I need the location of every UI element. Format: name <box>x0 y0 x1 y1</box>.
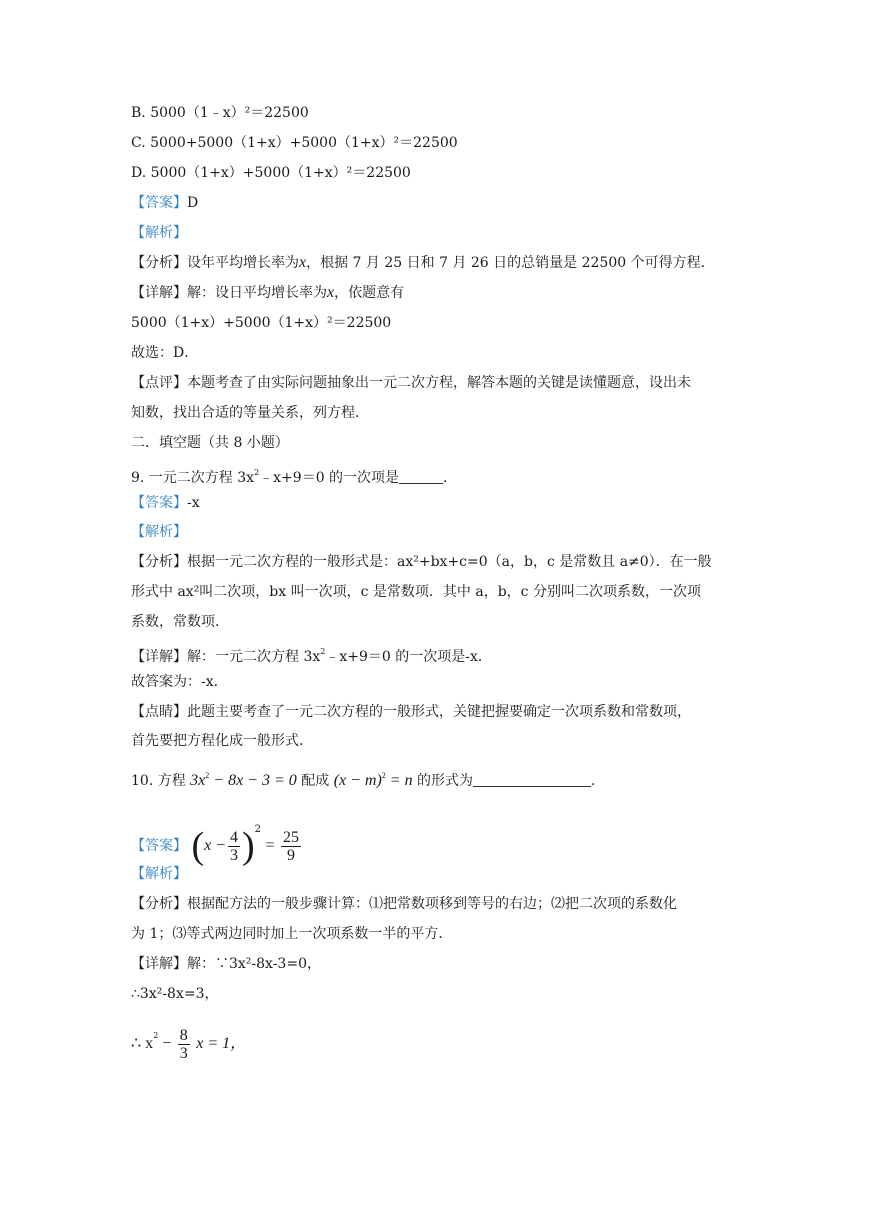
right-paren: ) <box>242 825 255 867</box>
q10-question <box>131 766 605 791</box>
q9-dianjing-cont: 首先要把方程化成一般形式． <box>131 733 313 749</box>
superscript: 2 <box>153 1031 159 1040</box>
fenxi-tag: 【分析】 <box>131 554 187 570</box>
step-text: x = 1， <box>196 1035 247 1052</box>
q8-answer <box>131 193 198 213</box>
left-paren: ( <box>191 825 205 867</box>
answer-value: D <box>187 195 199 211</box>
q10-jiexi <box>131 864 187 884</box>
q8-fenxi <box>131 253 715 273</box>
option-b: B. 5000（1﹣x）²＝22500 <box>131 105 309 121</box>
answer-value: -x <box>187 495 200 511</box>
fenxi-text: 根据配方法的一般步骤计算：⑴把常数项移到等号的右边；⑵把二次项的系数化 <box>187 896 677 912</box>
q10-step2: ∴3x²-8x=3， <box>131 986 219 1002</box>
question-text: 配成 <box>301 773 330 789</box>
dianjing-text: 此题主要考查了一元二次方程的一般形式，关键把握要确定一次项系数和常数项， <box>187 704 691 720</box>
fenxi-tag: 【分析】 <box>131 896 187 912</box>
option-d: D. 5000（1+x）+5000（1+x）²＝22500 <box>131 165 411 181</box>
variable-x: x <box>327 284 335 301</box>
q8-equation: 5000（1+x）+5000（1+x）²＝22500 <box>131 315 392 331</box>
q10-fenxi <box>131 894 677 914</box>
fraction-eight-thirds: $\frac{8}{3}$ <box>179 1026 188 1062</box>
q8-xiangjie <box>131 283 404 303</box>
section-title: 二．填空题（共 8 小题） <box>131 435 289 451</box>
fenxi-tag: 【分析】 <box>131 255 187 271</box>
variable-x: x <box>299 254 307 271</box>
q8-jiexi <box>131 223 187 243</box>
fraction-25-9: $\frac{25}{9}$ <box>282 828 299 864</box>
superscript: 2 <box>254 824 262 835</box>
question-number: 10. 方程 <box>131 773 186 789</box>
q9-jiexi <box>131 522 187 542</box>
fenxi-text: ，根据 7 月 25 日和 7 月 26 日的总销量是 22500 个可得方程． <box>306 255 715 271</box>
step-text: − <box>158 1035 172 1052</box>
xiangjie-text: 解：一元二次方程 3x <box>187 649 321 665</box>
answer-tag: 【答案】 <box>131 838 187 854</box>
answer-blank <box>399 483 443 484</box>
q9-fenxi-l2: 形式中 ax²叫二次项，bx 叫一次项，c 是常数项．其中 a，b，c 分别叫二次项系数，一次项 <box>131 584 701 600</box>
xiangjie-tag: 【详解】 <box>131 285 187 301</box>
q10-fenxi-l2: 为 1；⑶等式两边同时加上一次项系数一半的平方． <box>131 926 453 942</box>
q9-dianjing <box>131 702 691 722</box>
q9-fenxi <box>131 552 712 572</box>
answer-tag: 【答案】 <box>131 495 187 511</box>
target-form: $(x - m)^2 = n$ <box>333 771 413 789</box>
question-text: 的形式为 <box>417 773 474 789</box>
question-text: ﹣x+9＝0 的一次项是 <box>259 470 400 486</box>
step-text: 解：∵3x²-8x-3=0， <box>187 956 321 972</box>
superscript: 2 <box>254 468 260 477</box>
dianping-text: 本题考查了由实际问题抽象出一元二次方程，解答本题的关键是读懂题意，设出未 <box>187 375 691 391</box>
question-text: 9. 一元二次方程 3x <box>131 470 255 486</box>
answer-tag: 【答案】 <box>131 195 187 211</box>
answer-variable: x − <box>204 837 227 854</box>
dianjing-tag: 【点睛】 <box>131 704 187 720</box>
option-c: C. 5000+5000（1+x）+5000（1+x）²＝22500 <box>131 135 458 151</box>
jiexi-tag: 【解析】 <box>131 225 187 241</box>
superscript: 2 <box>320 647 326 656</box>
equals-sign: = <box>265 837 275 854</box>
q8-dianping-cont: 知数，找出合适的等量关系，列方程． <box>131 405 369 421</box>
xiangjie-text: ，依题意有 <box>334 285 405 301</box>
q9-question <box>131 463 457 488</box>
fenxi-text: 设年平均增长率为 <box>187 255 299 271</box>
q9-xiangjie <box>131 642 492 667</box>
q9-answer <box>131 493 200 513</box>
xiangjie-text: ﹣x+9＝0 的一次项是-x． <box>325 649 492 665</box>
xiangjie-tag: 【详解】 <box>131 956 187 972</box>
q9-final-answer: 故答案为：-x． <box>131 674 228 690</box>
q10-xiangjie <box>131 954 321 974</box>
q10-step3 <box>131 1016 246 1064</box>
answer-blank <box>473 786 591 787</box>
xiangjie-tag: 【详解】 <box>131 649 187 665</box>
question-text: ． <box>591 773 606 789</box>
q8-dianping <box>131 373 691 393</box>
step-text: ∴ x <box>131 1035 154 1052</box>
jiexi-tag: 【解析】 <box>131 866 187 882</box>
q10-answer <box>131 806 303 870</box>
dianping-tag: 【点评】 <box>131 375 187 391</box>
q8-choose: 故选：D． <box>131 345 199 361</box>
question-text: ． <box>443 470 458 486</box>
xiangjie-text: 解：设日平均增长率为 <box>187 285 327 301</box>
jiexi-tag: 【解析】 <box>131 524 187 540</box>
fraction-four-thirds: $\frac{4}{3}$ <box>230 828 239 864</box>
equation: $3x^2 - 8x - 3 = 0$ <box>190 771 297 789</box>
q9-fenxi-l3: 系数，常数项． <box>131 614 229 630</box>
fenxi-text: 根据一元二次方程的一般形式是：ax²+bx+c=0（a，b，c 是常数且 a≠0）．在一般 <box>187 554 712 570</box>
